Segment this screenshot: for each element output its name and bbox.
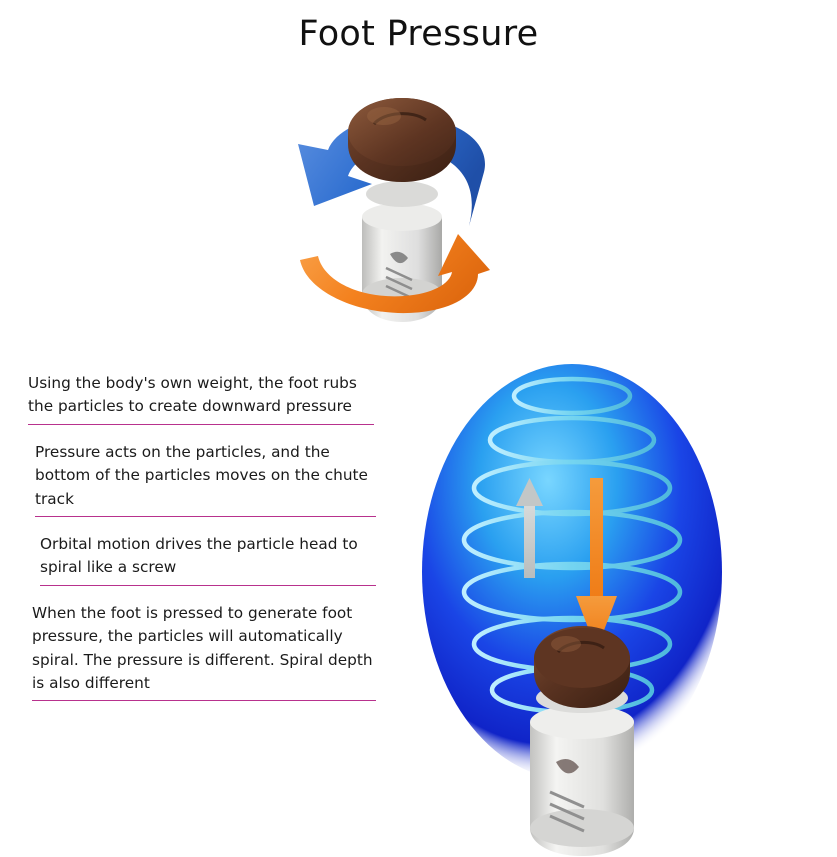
bottom-illustration bbox=[404, 360, 824, 857]
list-item bbox=[35, 441, 376, 517]
list-item bbox=[40, 533, 376, 586]
bullet-text: Pressure acts on the particles, and the bottom of the particles moves on the chute track bbox=[35, 442, 368, 508]
top-illustration bbox=[262, 72, 542, 337]
bullet-text: Using the body's own weight, the foot rubs the particles to create downward pressure bbox=[28, 374, 357, 416]
bullet-list bbox=[28, 372, 426, 714]
bullet-text: Orbital motion drives the particle head to spiral like a screw bbox=[40, 534, 358, 577]
list-item bbox=[28, 372, 374, 425]
bullet-text: When the foot is pressed to generate foot pressure, the particles will automatically spiral. The pressure is different. Spiral depth is also different bbox=[32, 603, 373, 692]
list-item bbox=[32, 602, 376, 702]
particle-device bbox=[530, 626, 634, 856]
page-title: Foot Pressure bbox=[298, 14, 539, 54]
